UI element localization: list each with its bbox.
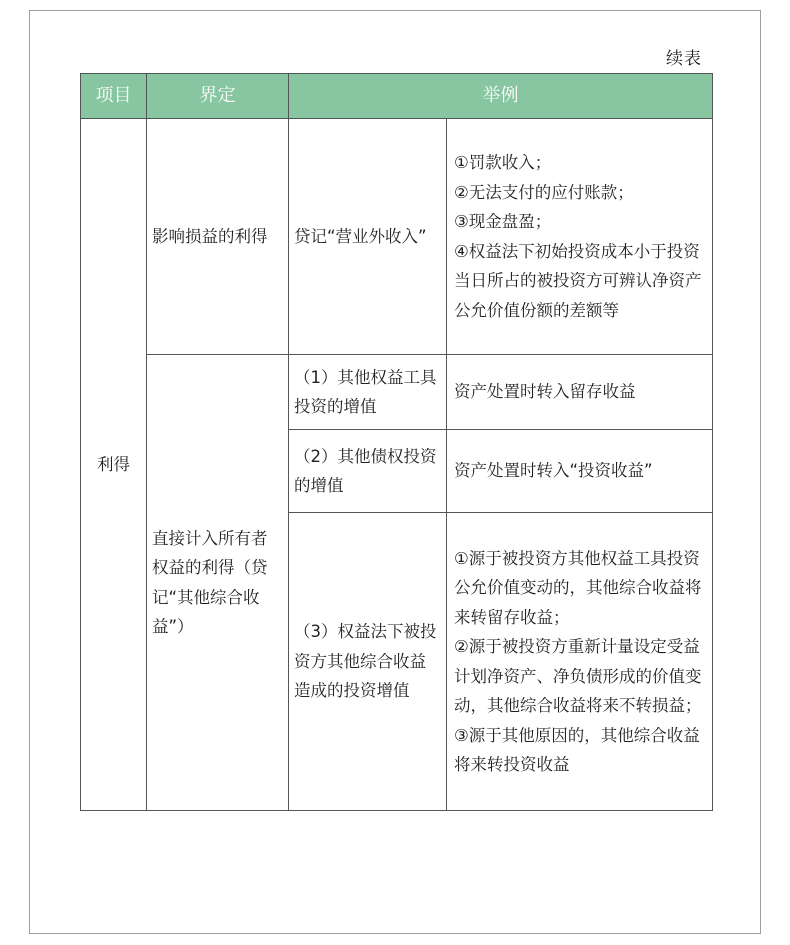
sub-cell: （1）其他权益工具投资的增值 [289,355,447,430]
example-line: 资产处置时转入“投资收益” [454,461,653,481]
example-line: 资产处置时转入留存收益 [454,382,636,402]
example-cell [447,430,713,513]
example-line: ①罚款收入； [454,153,552,172]
example-cell [447,513,713,811]
sub-cell: （2）其他债权投资的增值 [289,430,447,513]
continued-label: 续表 [666,49,702,69]
example-line: ②无法支付的应付账款； [454,182,634,202]
example-line: ①源于被投资方其他权益工具投资公允价值变动的，其他综合收益将来转留存收益； [454,548,702,627]
sub-cell: （3）权益法下被投资方其他综合收益造成的投资增值 [289,513,447,811]
income-gain-table [80,73,713,811]
table-row [81,119,713,355]
sub-cell: 贷记“营业外收入” [289,119,447,355]
header-item: 项目 [81,74,147,119]
example-line: ③现金盘盈； [454,212,552,231]
example-cell [447,355,713,430]
category-cell: 利得 [81,119,147,811]
example-line: ②源于被投资方重新计量设定受益计划净资产、净负债形成的价值变动，其他综合收益将来不转损益； [454,637,702,715]
header-example: 举例 [289,74,713,119]
header-row [81,74,713,119]
example-line: ④权益法下初始投资成本小于投资当日所占的被投资方可辨认净资产公允价值份额的差额等 [454,241,702,320]
table-row [81,355,713,430]
definition-cell: 影响损益的利得 [147,119,289,355]
header-definition: 界定 [147,74,289,119]
example-cell [447,119,713,355]
definition-cell: 直接计入所有者权益的利得（贷记“其他综合收益”） [147,355,289,811]
example-line: ③源于其他原因的，其他综合收益将来转投资收益 [454,725,700,774]
